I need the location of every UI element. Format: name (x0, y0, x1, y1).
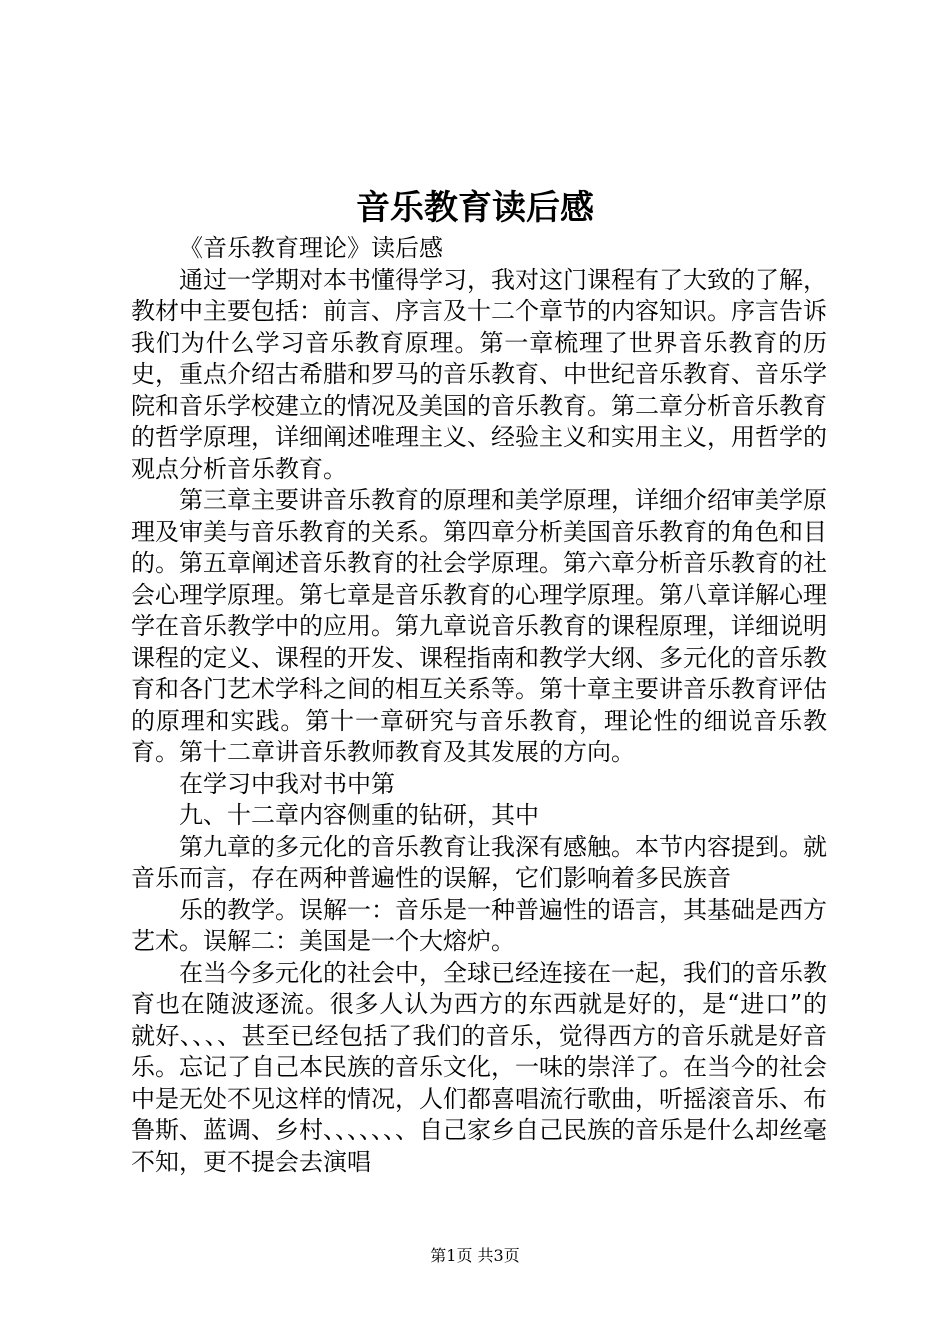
paragraph: 通过一学期对本书懂得学习，我对这门课程有了大致的了解，教材中主要包括：前言、序言及十二个章节的内容知识。序言告诉我们为什么学习音乐教育原理。第一章梳理了世界音乐教育的历史，重点介绍古希腊和罗马的音乐教育、中世纪音乐教育、音乐学院和音乐学校建立的情况及美国的音乐教育。第二章分析音乐教育的哲学原理，详细阐述唯理主义、经验主义和实用主义，用哲学的观点分析音乐教育。 (131, 265, 827, 483)
paragraph: 第三章主要讲音乐教育的原理和美学原理，详细介绍审美学原理及审美与音乐教育的关系。第四章分析美国音乐教育的角色和目的。第五章阐述音乐教育的社会学原理。第六章分析音乐教育的社会心理学原理。第七章是音乐教育的心理学原理。第八章详解心理学在音乐教学中的应用。第九章说音乐教育的课程原理，详细说明课程的定义、课程的开发、课程指南和教学大纲、多元化的音乐教育和各门艺术学科之间的相互关系等。第十章主要讲音乐教育评估的原理和实践。第十一章研究与音乐教育，理论性的细说音乐教育。第十二章讲音乐教师教育及其发展的方向。 (131, 486, 827, 766)
document-body (131, 233, 827, 1178)
paragraph: 乐的教学。误解一：音乐是一种普遍性的语言，其基础是西方艺术。误解二：美国是一个大熔炉。 (131, 895, 827, 955)
page-footer: 第1页 共3页 (430, 1246, 520, 1265)
paragraph-subtitle: 《音乐教育理论》读后感 (179, 234, 443, 262)
paragraph: 九、十二章内容侧重的钻研，其中 (179, 801, 539, 829)
paragraph: 第九章的多元化的音乐教育让我深有感触。本节内容提到。就音乐而言，存在两种普遍性的误解，它们影响着多民族音 (131, 832, 827, 892)
document-title: 音乐教育读后感 (356, 188, 594, 228)
paragraph: 在当今多元化的社会中，全球已经连接在一起，我们的音乐教育也在随波逐流。很多人认为西方的东西就是好的，是“进口”的就好、、、、甚至已经包括了我们的音乐，觉得西方的音乐就是好音乐。忘记了自己本民族的音乐文化，一味的崇洋了。在当今的社会中是无处不见这样的情况，人们都喜唱流行歌曲，听摇滚音乐、布鲁斯、蓝调、乡村、、、、、、、自己家乡自己民族的音乐是什么却丝毫不知，更不提会去演唱 (131, 958, 827, 1176)
paragraph: 在学习中我对书中第 (179, 769, 395, 798)
